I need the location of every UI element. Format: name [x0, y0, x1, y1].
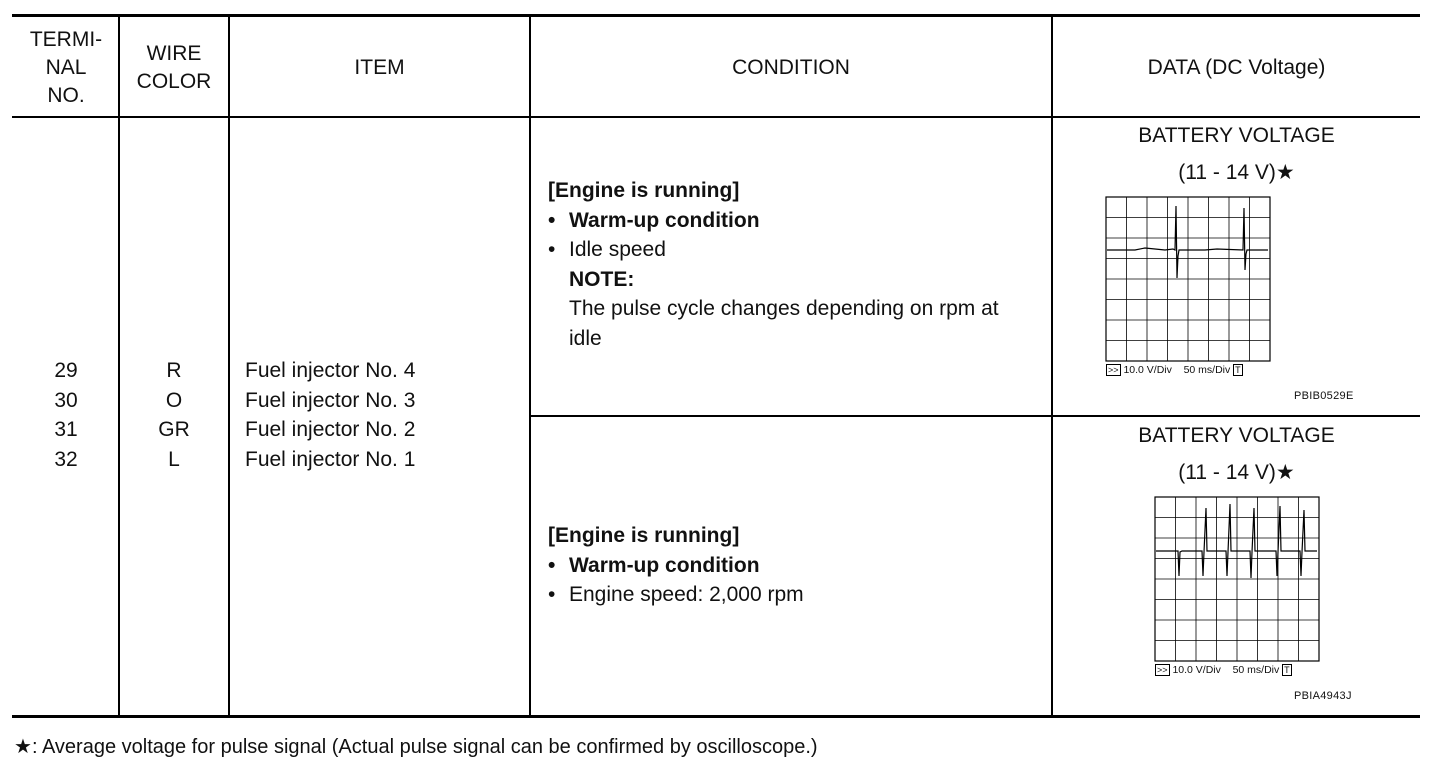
- condition-bullet: • Warm-up condition: [548, 206, 1048, 236]
- wire-color: R: [166, 359, 182, 382]
- wire-color: O: [165, 388, 183, 412]
- terminal-number: 29: [54, 359, 78, 382]
- data-label: BATTERY VOLTAGE: [1138, 424, 1335, 447]
- figure-id: PBIA4943J: [1294, 690, 1352, 702]
- header-data: [1053, 18, 1420, 118]
- item-list: [245, 356, 529, 474]
- condition-heading: [Engine is running]: [548, 524, 740, 547]
- terminal-list: [14, 356, 118, 474]
- scope-trace: [1107, 206, 1268, 278]
- scope-footer-2000rpm: [1155, 664, 1292, 676]
- scope-trigger: T: [1235, 365, 1241, 375]
- column-divider: [529, 16, 531, 716]
- scope-grid: [1155, 497, 1319, 661]
- header-wire-line: COLOR: [136, 70, 212, 93]
- star-icon: ★: [1275, 460, 1295, 484]
- data-voltage: [1053, 454, 1420, 491]
- condition-heading: [Engine is running]: [548, 179, 740, 202]
- header-item: [230, 18, 529, 118]
- oscilloscope-waveform-2000rpm: [1154, 496, 1320, 662]
- item-name: Fuel injector No. 4: [245, 359, 416, 382]
- data-value-2000rpm: [1053, 418, 1420, 491]
- table-top-border: [12, 14, 1420, 17]
- data-voltage-value: (11 - 14 V): [1178, 161, 1276, 184]
- item-name: Fuel injector No. 3: [245, 388, 416, 412]
- header-terminal-line: NO.: [47, 84, 85, 107]
- scope-arrow: >>: [1157, 665, 1168, 675]
- wire-color: GR: [158, 418, 190, 441]
- figure-id: PBIB0529E: [1294, 390, 1354, 402]
- data-voltage: [1053, 154, 1420, 191]
- scope-trace: [1156, 504, 1317, 578]
- header-terminal-line: TERMI-: [29, 28, 103, 51]
- scope-volt-div: 10.0 V/Div: [1123, 364, 1172, 376]
- note-text-line: The pulse cycle changes depending on rpm at: [569, 297, 999, 320]
- condition-bullet: • Idle speed: [548, 235, 1048, 265]
- data-label: BATTERY VOLTAGE: [1138, 124, 1335, 147]
- footnote: [14, 732, 818, 761]
- condition-2000rpm: [548, 521, 1048, 610]
- header-data-label: DATA (DC Voltage): [1147, 56, 1326, 79]
- terminal-number: 30: [54, 388, 78, 412]
- scope-arrow: >>: [1108, 365, 1119, 375]
- scope-trigger: T: [1284, 665, 1290, 675]
- condition-bullet: • Engine speed: 2,000 rpm: [548, 580, 1048, 610]
- header-wire-line: WIRE: [146, 42, 202, 65]
- footnote-text: : Average voltage for pulse signal (Actual pulse signal can be confirmed by oscilloscope.): [31, 736, 818, 758]
- wire-color-list: [120, 356, 228, 474]
- note-label: NOTE:: [569, 267, 635, 291]
- column-divider: [228, 16, 230, 716]
- header-terminal-line: NAL: [45, 56, 87, 79]
- terminal-number: 31: [54, 418, 78, 441]
- header-condition-label: CONDITION: [732, 56, 850, 79]
- item-name: Fuel injector No. 2: [245, 418, 416, 441]
- scope-grid: [1106, 197, 1270, 361]
- oscilloscope-waveform-idle: [1105, 196, 1271, 362]
- header-terminal-no: [14, 18, 118, 118]
- terminal-number: 32: [54, 447, 78, 471]
- scope-volt-div: 10.0 V/Div: [1172, 664, 1221, 676]
- wire-color: L: [168, 447, 180, 471]
- data-value-idle: [1053, 118, 1420, 191]
- header-condition: [531, 18, 1051, 118]
- item-name: Fuel injector No. 1: [245, 447, 416, 471]
- star-icon: ★: [1275, 160, 1295, 184]
- header-wire-color: [120, 18, 228, 118]
- data-voltage-value: (11 - 14 V): [1178, 461, 1276, 484]
- condition-row-divider: [530, 415, 1420, 417]
- condition-idle: [548, 176, 1048, 353]
- note-text-line: idle: [569, 326, 602, 350]
- condition-bullet: • Warm-up condition: [548, 551, 1048, 581]
- table-bottom-border: [12, 715, 1420, 718]
- scope-time-div: 50 ms/Div: [1183, 364, 1231, 376]
- scope-footer-idle: [1106, 364, 1243, 376]
- header-item-label: ITEM: [354, 56, 405, 79]
- star-icon: ★: [14, 734, 32, 758]
- scope-time-div: 50 ms/Div: [1232, 664, 1280, 676]
